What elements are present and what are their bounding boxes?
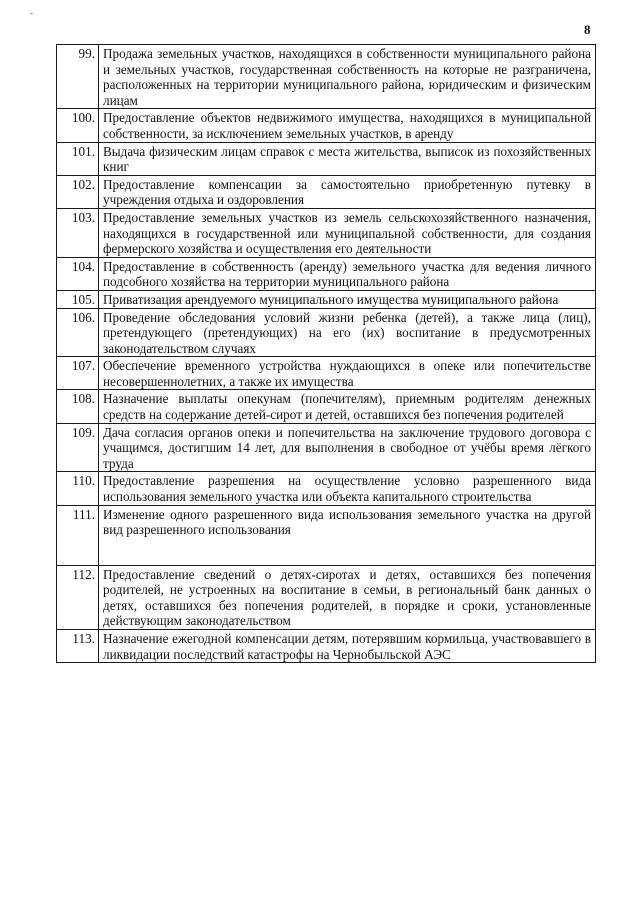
- service-name: Назначение выплаты опекунам (попечителям), приемным родителям денежных средств на содержание детей-сирот и детей, оставшихся без попечения родителей: [99, 390, 596, 423]
- row-number: 105.: [57, 290, 99, 308]
- table-row: [57, 109, 596, 142]
- row-number: 110.: [57, 472, 99, 505]
- table-row: [57, 505, 596, 565]
- service-name: Обеспечение временного устройства нуждающихся в опеке или попечительстве несовершеннолетних, а также их имущества: [99, 357, 596, 390]
- service-name: Приватизация арендуемого муниципального имущества муниципального района: [99, 290, 596, 308]
- row-number: 99.: [57, 45, 99, 109]
- table-row: [57, 257, 596, 290]
- row-number: 104.: [57, 257, 99, 290]
- row-number: 101.: [57, 142, 99, 175]
- service-name: Проведение обследования условий жизни ребенка (детей), а также лица (лиц), претендующего (претендующих) на его (их) воспитание в предусмотренных законодательством случаях: [99, 308, 596, 357]
- row-number: 103.: [57, 208, 99, 257]
- service-name: Предоставление в собственность (аренду) земельного участка для ведения личного подсобного хозяйства на территории муниципального района: [99, 257, 596, 290]
- table-row: [57, 630, 596, 663]
- row-number: 111.: [57, 505, 99, 565]
- row-number: 108.: [57, 390, 99, 423]
- row-number: 109.: [57, 423, 99, 472]
- service-name: Назначение ежегодной компенсации детям, потерявшим кормильца, участвовавшего в ликвидации последствий катастрофы на Чернобыльской АЭС: [99, 630, 596, 663]
- service-name: Дача согласия органов опеки и попечительства на заключение трудового договора с учащимся, достигшим 14 лет, для выполнения в свободное от учёбы время лёгкого труда: [99, 423, 596, 472]
- table-row: [57, 390, 596, 423]
- scan-mark: -: [30, 8, 33, 18]
- service-name: Предоставление компенсации за самостоятельно приобретенную путевку в учреждения отдыха и оздоровления: [99, 175, 596, 208]
- services-table: [56, 44, 596, 663]
- service-name: Предоставление сведений о детях-сиротах и детях, оставшихся без попечения родителей, не устроенных на воспитание в семьи, в региональный банк данных о детях, оставшихся без попечения родителей, в порядке и сроки, установленные действующим законодательством: [99, 565, 596, 629]
- service-name: Предоставление объектов недвижимого имущества, находящихся в муниципальной собственности, за исключением земельных участков, в аренду: [99, 109, 596, 142]
- row-number: 102.: [57, 175, 99, 208]
- table-row: [57, 565, 596, 629]
- page-number: 8: [584, 22, 591, 37]
- table-row: [57, 290, 596, 308]
- row-number: 112.: [57, 565, 99, 629]
- table-row: [57, 423, 596, 472]
- service-name: Продажа земельных участков, находящихся в собственности муниципального района и земельных участков, государственная собственность на которые не разграничена, расположенных на территории муниципального района, юридическим и физическим лицам: [99, 45, 596, 109]
- table-row: [57, 45, 596, 109]
- row-number: 106.: [57, 308, 99, 357]
- service-name: Выдача физическим лицам справок с места жительства, выписок из похозяйственных книг: [99, 142, 596, 175]
- table-row: [57, 208, 596, 257]
- row-number: 100.: [57, 109, 99, 142]
- table-row: [57, 472, 596, 505]
- table-row: [57, 142, 596, 175]
- service-name: Изменение одного разрешенного вида использования земельного участка на другой вид разрешенного использования: [99, 505, 596, 565]
- service-name: Предоставление земельных участков из земель сельскохозяйственного назначения, находящихся в государственной или муниципальной собственности, для создания фермерского хозяйства и осуществления его деятельности: [99, 208, 596, 257]
- table-row: [57, 357, 596, 390]
- table-row: [57, 308, 596, 357]
- table-row: [57, 175, 596, 208]
- service-name: Предоставление разрешения на осуществление условно разрешенного вида использования земельного участка или объекта капитального строительства: [99, 472, 596, 505]
- row-number: 107.: [57, 357, 99, 390]
- row-number: 113.: [57, 630, 99, 663]
